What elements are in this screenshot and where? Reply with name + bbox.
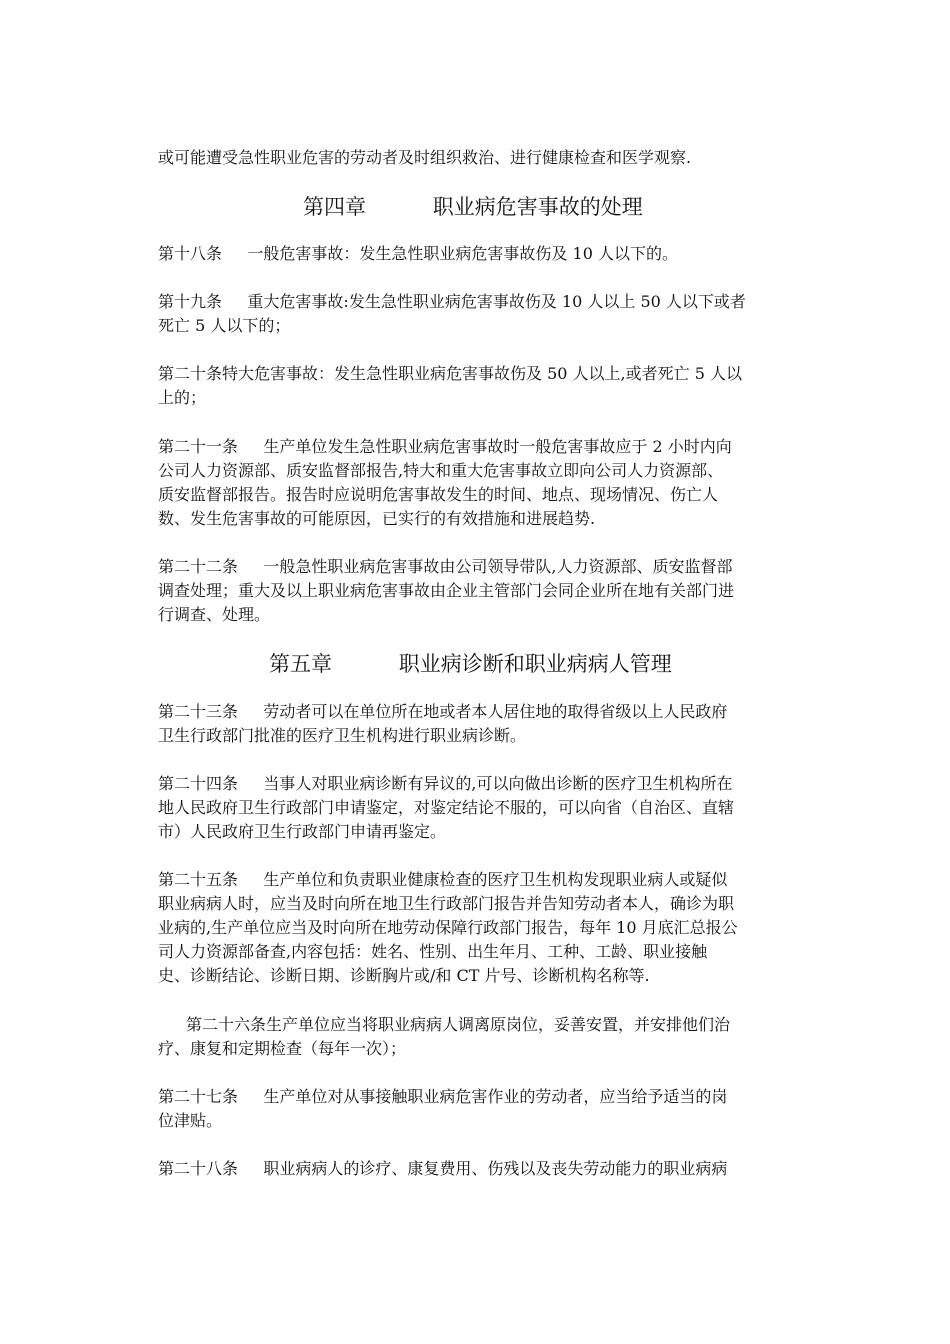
article-20-line-2: 上的； xyxy=(158,388,207,407)
text-line: 或可能遭受急性职业危害的劳动者及时组织救治、进行健康检查和医学观察. xyxy=(158,148,692,167)
article-21-line-2: 公司人力资源部、质安监督部报告,特大和重大危害事故立即向公司人力资源部、 xyxy=(158,461,724,480)
article-19-line-2: 死亡 5 人以下的； xyxy=(158,316,291,335)
article-22-line-1: 第二十二条 一般急性职业病危害事故由公司领导带队,人力资源部、质安监督部 xyxy=(158,557,733,576)
article-24-line-3: 市）人民政府卫生行政部门申请再鉴定。 xyxy=(158,822,447,841)
article-24-line-1: 第二十四条 当事人对职业病诊断有异议的,可以向做出诊断的医疗卫生机构所在 xyxy=(158,774,733,793)
article-25-line-4: 司人力资源部备查,内容包括：姓名、性别、出生年月、工种、工龄、职业接触 xyxy=(158,942,708,961)
article-22-line-2: 调查处理；重大及以上职业病危害事故由企业主管部门会同企业所在地有关部门进 xyxy=(158,581,735,600)
chapter-5-heading: 第五章 职业病诊断和职业病病人管理 xyxy=(269,652,672,676)
article-25-line-5: 史、诊断结论、诊断日期、诊断胸片或/和 CT 片号、诊断机构名称等. xyxy=(158,966,650,985)
article-26-line-1: 第二十六条生产单位应当将职业病病人调离原岗位，妥善安置，并安排他们治 xyxy=(186,1015,731,1034)
article-27-line-1: 第二十七条 生产单位对从事接触职业病危害作业的劳动者，应当给予适当的岗 xyxy=(158,1087,728,1106)
article-21-line-1: 第二十一条 生产单位发生急性职业病危害事故时一般危害事故应于 2 小时内向 xyxy=(158,437,732,456)
article-18: 第十八条 一般危害事故：发生急性职业病危害事故伤及 10 人以下的。 xyxy=(158,244,678,263)
article-23-line-2: 卫生行政部门批准的医疗卫生机构进行职业病诊断。 xyxy=(158,726,527,745)
article-20-line-1: 第二十条特大危害事故：发生急性职业病危害事故伤及 50 人以上,或者死亡 5 人以 xyxy=(158,364,742,383)
article-24-line-2: 地人民政府卫生行政部门申请鉴定，对鉴定结论不服的，可以向省（自治区、直辖 xyxy=(158,798,735,817)
article-25-line-2: 职业病病人时，应当及时向所在地卫生行政部门报告并告知劳动者本人，确诊为职 xyxy=(158,894,735,913)
article-28-line-1: 第二十八条 职业病病人的诊疗、康复费用、伤残以及丧失劳动能力的职业病病 xyxy=(158,1159,728,1178)
article-26-line-2: 疗、康复和定期检查（每年一次）； xyxy=(158,1039,407,1058)
article-27-line-2: 位津贴。 xyxy=(158,1111,223,1130)
article-21-line-4: 数、发生危害事故的可能原因，已实行的有效措施和进展趋势. xyxy=(158,509,596,528)
chapter-4-heading: 第四章 职业病危害事故的处理 xyxy=(303,195,643,219)
article-21-line-3: 质安监督部报告。报告时应说明危害事故发生的时间、地点、现场情况、伤亡人 xyxy=(158,485,719,504)
article-25-line-3: 业病的,生产单位应当及时向所在地劳动保障行政部门报告，每年 10 月底汇总报公 xyxy=(158,918,738,937)
article-19-line-1: 第十九条 重大危害事故:发生急性职业病危害事故伤及 10 人以上 50 人以下或者 xyxy=(158,292,746,311)
article-22-line-3: 行调查、处理。 xyxy=(158,605,271,624)
article-23-line-1: 第二十三条 劳动者可以在单位所在地或者本人居住地的取得省级以上人民政府 xyxy=(158,702,728,721)
article-25-line-1: 第二十五条 生产单位和负责职业健康检查的医疗卫生机构发现职业病人或疑似 xyxy=(158,870,728,889)
